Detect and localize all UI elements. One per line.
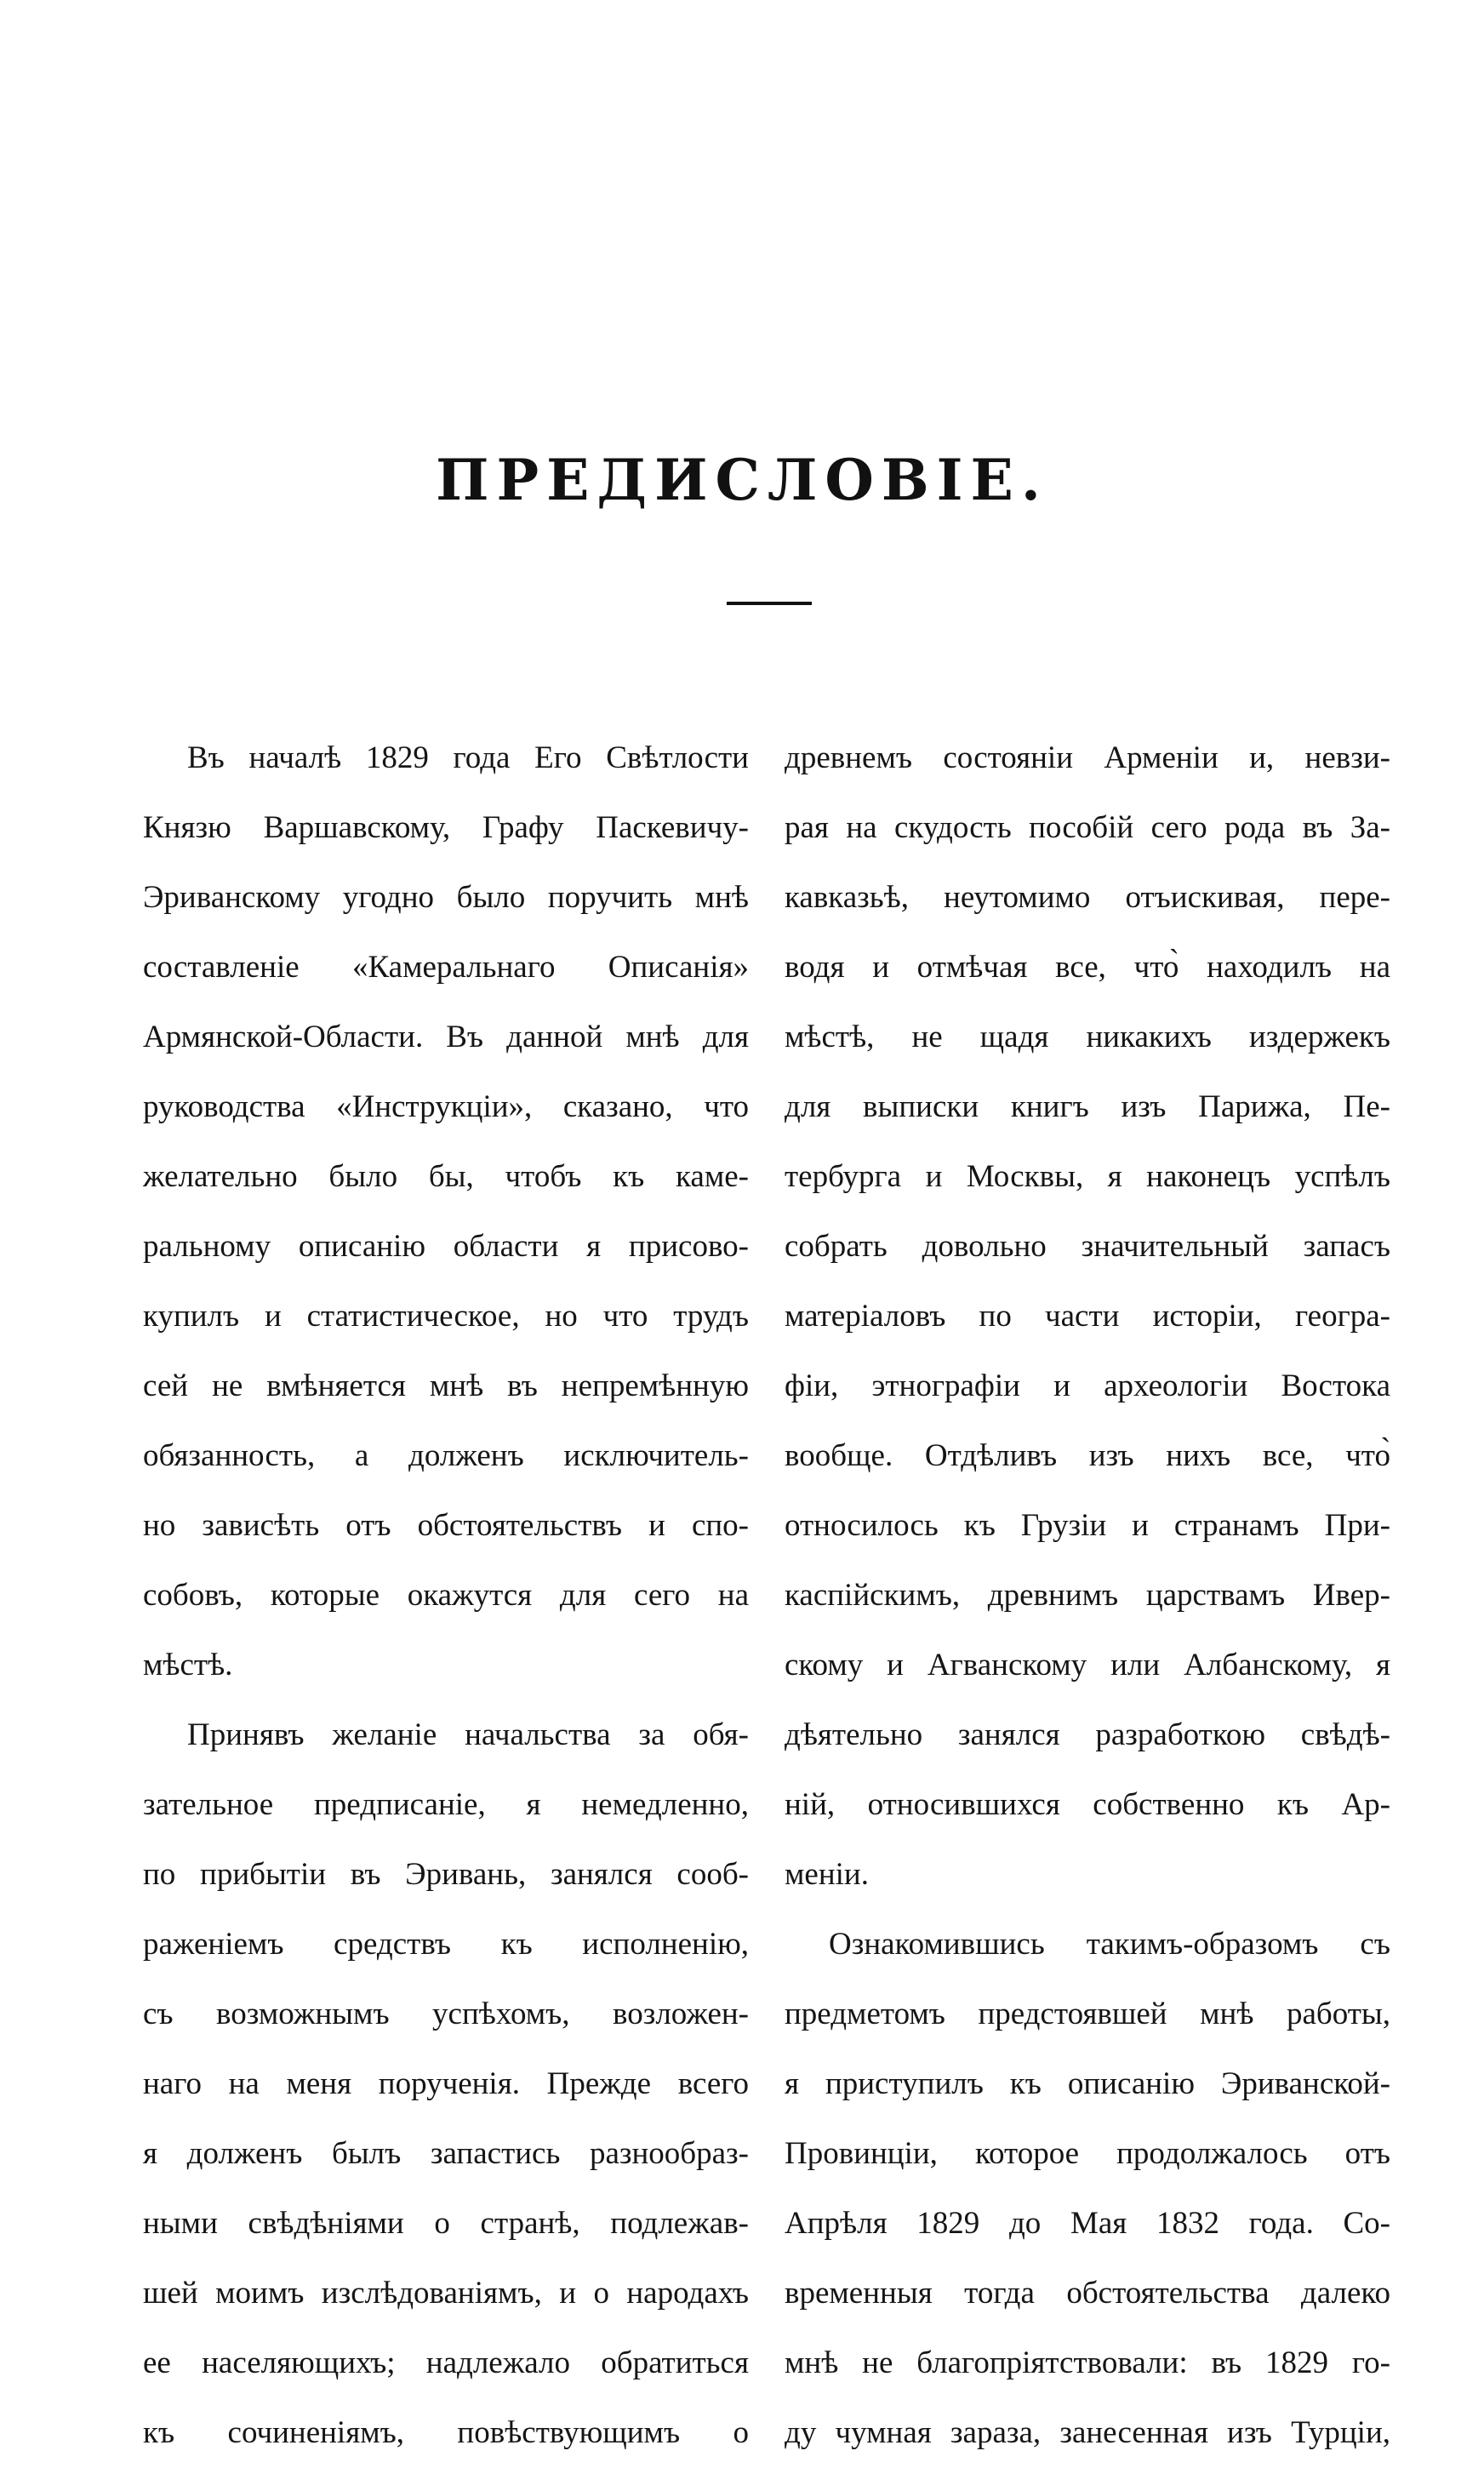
text-line: ральному описанію области я присово- — [143, 1229, 749, 1264]
text-line: каспійскимъ, древнимъ царствамъ Ивер- — [785, 1578, 1390, 1613]
text-line: скому и Агванскому или Албанскому, я — [785, 1648, 1390, 1682]
text-line: Въ началѣ 1829 года Его Свѣтлости — [187, 740, 749, 775]
text-line: рая на скудость пособій сего рода въ За- — [785, 810, 1390, 845]
text-line: раженіемъ средствъ къ исполненію, — [143, 1927, 749, 1962]
text-line: ными свѣдѣніями о странѣ, подлежав- — [143, 2206, 749, 2241]
title-divider — [727, 602, 812, 605]
page-title: ПРЕДИСЛОВІЕ. — [436, 447, 1048, 513]
text-line: зательное предписаніе, я немедленно, — [143, 1787, 749, 1822]
text-line: Ознакомившись такимъ-образомъ съ — [829, 1927, 1390, 1962]
text-line: для выписки книгъ изъ Парижа, Пе- — [785, 1089, 1390, 1124]
text-line: кавказьѣ, неутомимо отъискивая, пере- — [785, 880, 1390, 915]
left-column — [143, 723, 749, 2468]
text-line: мнѣ не благопріятствовали: въ 1829 го- — [785, 2345, 1390, 2380]
text-line: къ сочиненіямъ, повѣствующимъ о — [143, 2415, 749, 2450]
text-line: предметомъ предстоявшей мнѣ работы, — [785, 1997, 1390, 2031]
text-line: руководства «Инструкціи», сказано, что — [143, 1089, 749, 1124]
text-line: относилось къ Грузіи и странамъ При- — [785, 1508, 1390, 1543]
text-line: вообще. Отдѣливъ изъ нихъ все, что̀ — [785, 1438, 1390, 1473]
text-line: ее населяющихъ; надлежало обратиться — [143, 2345, 749, 2380]
text-line: ній, относившихся собственно къ Ар- — [785, 1787, 1390, 1822]
text-line: я долженъ былъ запастись разнообраз- — [143, 2136, 749, 2171]
text-line: но зависѣть отъ обстоятельствъ и спо- — [143, 1508, 749, 1543]
text-line: мѣстѣ, не щадя никакихъ издержекъ — [785, 1020, 1390, 1054]
text-line: водя и отмѣчая все, что̀ находилъ на — [785, 950, 1390, 985]
text-line: собовъ, которые окажутся для сего на — [143, 1578, 749, 1613]
text-line: Принявъ желаніе начальства за обя- — [187, 1717, 749, 1752]
text-line: ду чумная зараза, занесенная изъ Турціи, — [785, 2415, 1390, 2450]
text-line: дѣятельно занялся разработкою свѣдѣ- — [785, 1717, 1390, 1752]
text-line: по прибытіи въ Эривань, занялся сооб- — [143, 1857, 749, 1892]
text-line: желательно было бы, чтобъ къ каме- — [143, 1159, 749, 1194]
text-line: фіи, этнографіи и археологіи Востока — [785, 1368, 1390, 1403]
text-line: купилъ и статистическое, но что трудъ — [143, 1299, 749, 1334]
text-line: тербурга и Москвы, я наконецъ успѣлъ — [785, 1159, 1390, 1194]
text-line: съ возможнымъ успѣхомъ, возложен- — [143, 1997, 749, 2031]
text-line: меніи. — [785, 1857, 869, 1892]
text-line: Армянской-Области. Въ данной мнѣ для — [143, 1020, 749, 1054]
text-line: собрать довольно значительный запасъ — [785, 1229, 1390, 1264]
text-line: сей не вмѣняется мнѣ въ непремѣнную — [143, 1368, 749, 1403]
text-line: мѣстѣ. — [143, 1648, 233, 1682]
text-line: я приступилъ къ описанію Эриванской- — [785, 2066, 1390, 2101]
text-line: матеріаловъ по части исторіи, геогра- — [785, 1299, 1390, 1334]
text-line: шей моимъ изслѣдованіямъ, и о народахъ — [143, 2276, 749, 2311]
text-line: Апрѣля 1829 до Мая 1832 года. Со- — [785, 2206, 1390, 2241]
text-line: Эриванскому угодно было поручить мнѣ — [143, 880, 749, 915]
text-line: древнемъ состояніи Арменіи и, невзи- — [785, 740, 1390, 775]
text-line: составленіе «Камеральнаго Описанія» — [143, 950, 749, 985]
text-line: Князю Варшавскому, Графу Паскевичу- — [143, 810, 749, 845]
text-line: наго на меня порученія. Прежде всего — [143, 2066, 749, 2101]
text-line: Провинціи, которое продолжалось отъ — [785, 2136, 1390, 2171]
text-line: обязанность, а долженъ исключитель- — [143, 1438, 749, 1473]
text-line: временныя тогда обстоятельства далеко — [785, 2276, 1390, 2311]
right-column — [785, 723, 1390, 2468]
